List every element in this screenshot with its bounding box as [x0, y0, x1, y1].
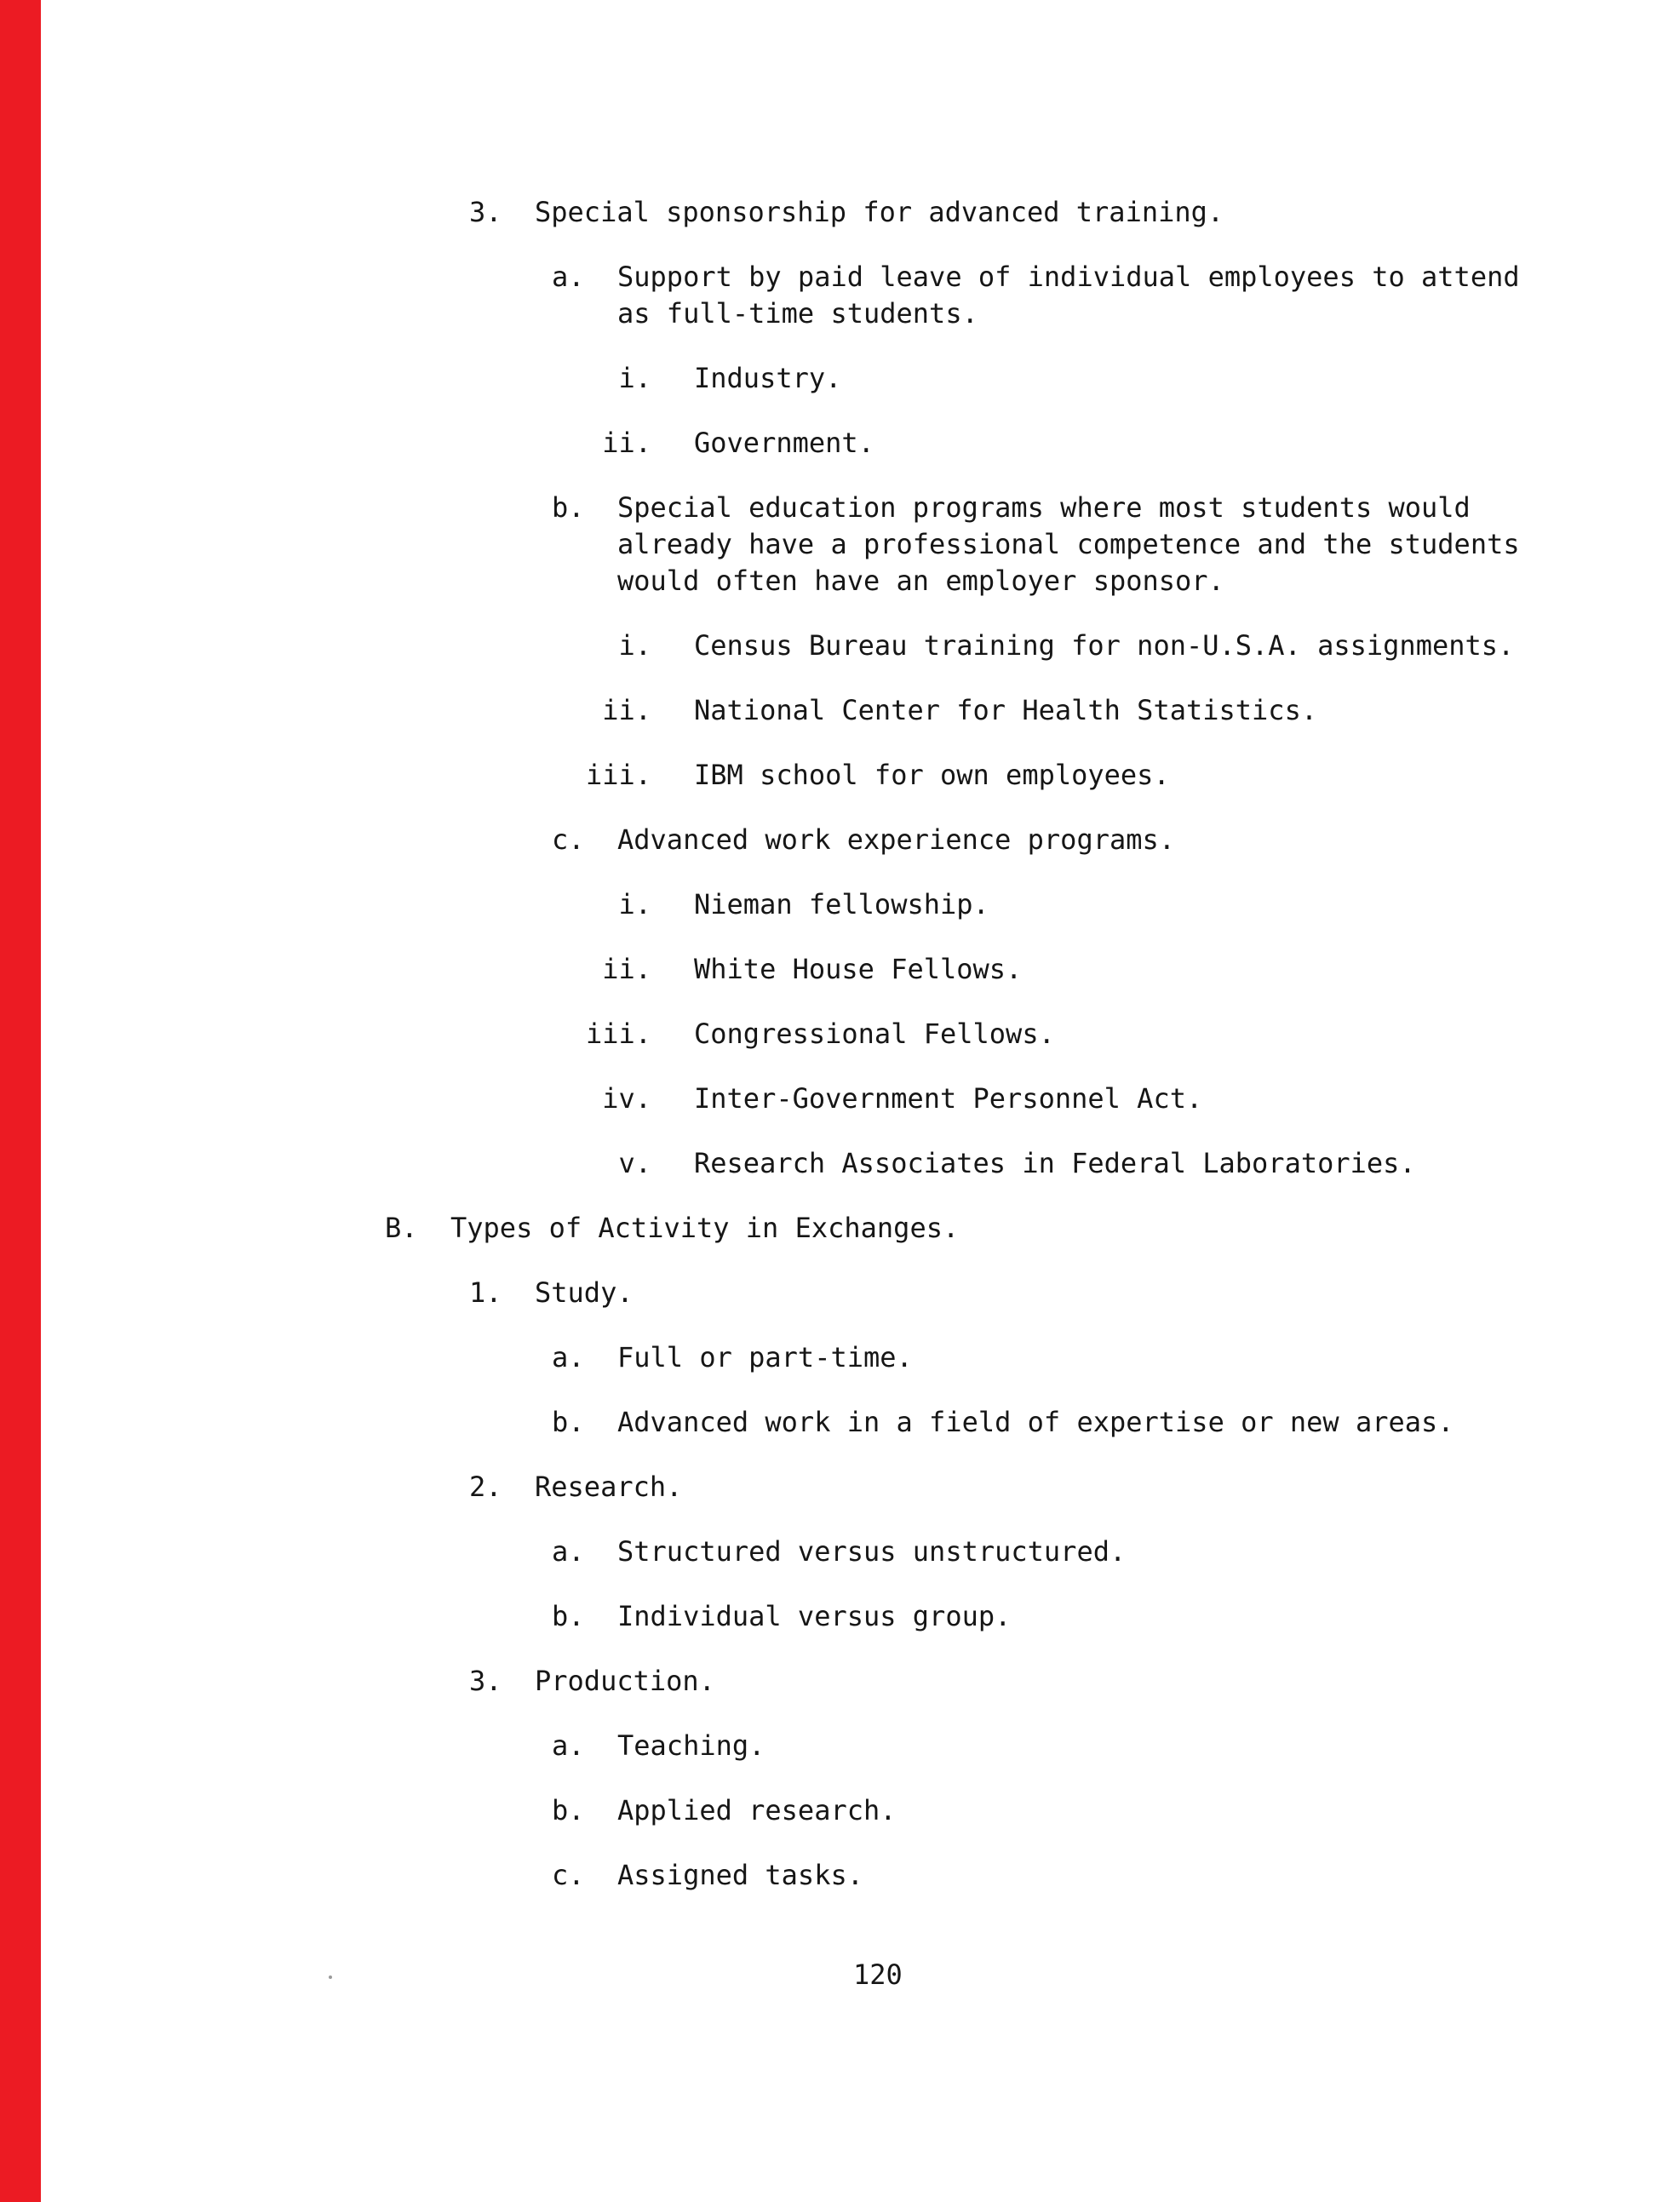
scan-speck — [329, 1975, 332, 1979]
outline-item — [385, 1016, 1680, 1052]
item-label: b. — [552, 491, 585, 524]
item-text: Teaching. — [617, 1729, 765, 1762]
outline-item — [385, 1534, 1680, 1570]
item-text: Support by paid leave of individual employees to attend as full-time students. — [617, 261, 1520, 330]
item-text: Advanced work in a field of expertise or new areas. — [617, 1406, 1454, 1438]
outline-item — [385, 692, 1680, 729]
item-text: Research Associates in Federal Laboratories. — [694, 1147, 1416, 1179]
outline-item — [385, 360, 1680, 397]
item-text: National Center for Health Statistics. — [694, 694, 1318, 726]
outline-item — [385, 757, 1680, 794]
outline-item — [385, 425, 1680, 462]
item-text: White House Fellows. — [694, 953, 1023, 985]
outline-item — [385, 1145, 1680, 1182]
outline-item — [385, 822, 1680, 858]
item-text: Special sponsorship for advanced training. — [535, 196, 1224, 228]
item-label: a. — [552, 261, 585, 293]
item-text: Special education programs where most students would already have a professional competence and the students would often have an employer sponsor. — [617, 491, 1520, 597]
outline-item — [385, 1792, 1680, 1829]
outline-item — [385, 1728, 1680, 1764]
outline-item — [385, 1598, 1680, 1635]
item-label: iii. — [585, 759, 651, 791]
outline-item — [385, 1857, 1680, 1894]
item-text: Government. — [694, 427, 874, 459]
outline-item — [385, 1339, 1680, 1376]
outline-item — [385, 1081, 1680, 1117]
item-text: Congressional Fellows. — [694, 1018, 1055, 1050]
outline-item — [385, 194, 1680, 231]
item-text: Research. — [535, 1471, 683, 1503]
item-text: Assigned tasks. — [617, 1859, 863, 1891]
item-text: Types of Activity in Exchanges. — [450, 1212, 960, 1244]
item-label: c. — [552, 1859, 585, 1891]
item-label: a. — [552, 1341, 585, 1373]
outline-item — [385, 1469, 1680, 1505]
item-label: i. — [618, 888, 651, 920]
item-label: b. — [552, 1406, 585, 1438]
item-label: ii. — [602, 427, 651, 459]
outline-item — [385, 1404, 1680, 1441]
outline-item — [385, 259, 1680, 332]
item-text: Nieman fellowship. — [694, 888, 989, 920]
item-label: b. — [552, 1794, 585, 1826]
item-label: a. — [552, 1729, 585, 1762]
item-text: Advanced work experience programs. — [617, 823, 1176, 856]
item-label: ii. — [602, 694, 651, 726]
page-number: 120 — [853, 1958, 903, 1991]
item-label: 3. — [469, 196, 502, 228]
item-label: i. — [618, 629, 651, 662]
outline-item — [385, 490, 1680, 599]
outline-item — [385, 1663, 1680, 1700]
item-label: ii. — [602, 953, 651, 985]
item-label: 2. — [469, 1471, 502, 1503]
item-label: 1. — [469, 1276, 502, 1309]
item-text: Structured versus unstructured. — [617, 1535, 1127, 1568]
outline-item — [385, 886, 1680, 923]
item-text: Census Bureau training for non-U.S.A. assignments. — [694, 629, 1515, 662]
item-label: 3. — [469, 1665, 502, 1697]
outline-item — [385, 1210, 1680, 1247]
item-text: Industry. — [694, 362, 842, 394]
item-label: iii. — [585, 1018, 651, 1050]
item-label: i. — [618, 362, 651, 394]
item-text: Inter-Government Personnel Act. — [694, 1082, 1203, 1115]
outline-item — [385, 951, 1680, 988]
item-text: Production. — [535, 1665, 715, 1697]
outline-item — [385, 1275, 1680, 1311]
item-label: a. — [552, 1535, 585, 1568]
item-text: Applied research. — [617, 1794, 897, 1826]
item-label: c. — [552, 823, 585, 856]
item-text: Individual versus group. — [617, 1600, 1012, 1632]
item-label: iv. — [602, 1082, 651, 1115]
item-label: b. — [552, 1600, 585, 1632]
item-text: Full or part-time. — [617, 1341, 913, 1373]
item-label: v. — [618, 1147, 651, 1179]
item-text: Study. — [535, 1276, 634, 1309]
item-label: B. — [385, 1212, 418, 1244]
outline-item — [385, 628, 1680, 664]
item-text: IBM school for own employees. — [694, 759, 1170, 791]
